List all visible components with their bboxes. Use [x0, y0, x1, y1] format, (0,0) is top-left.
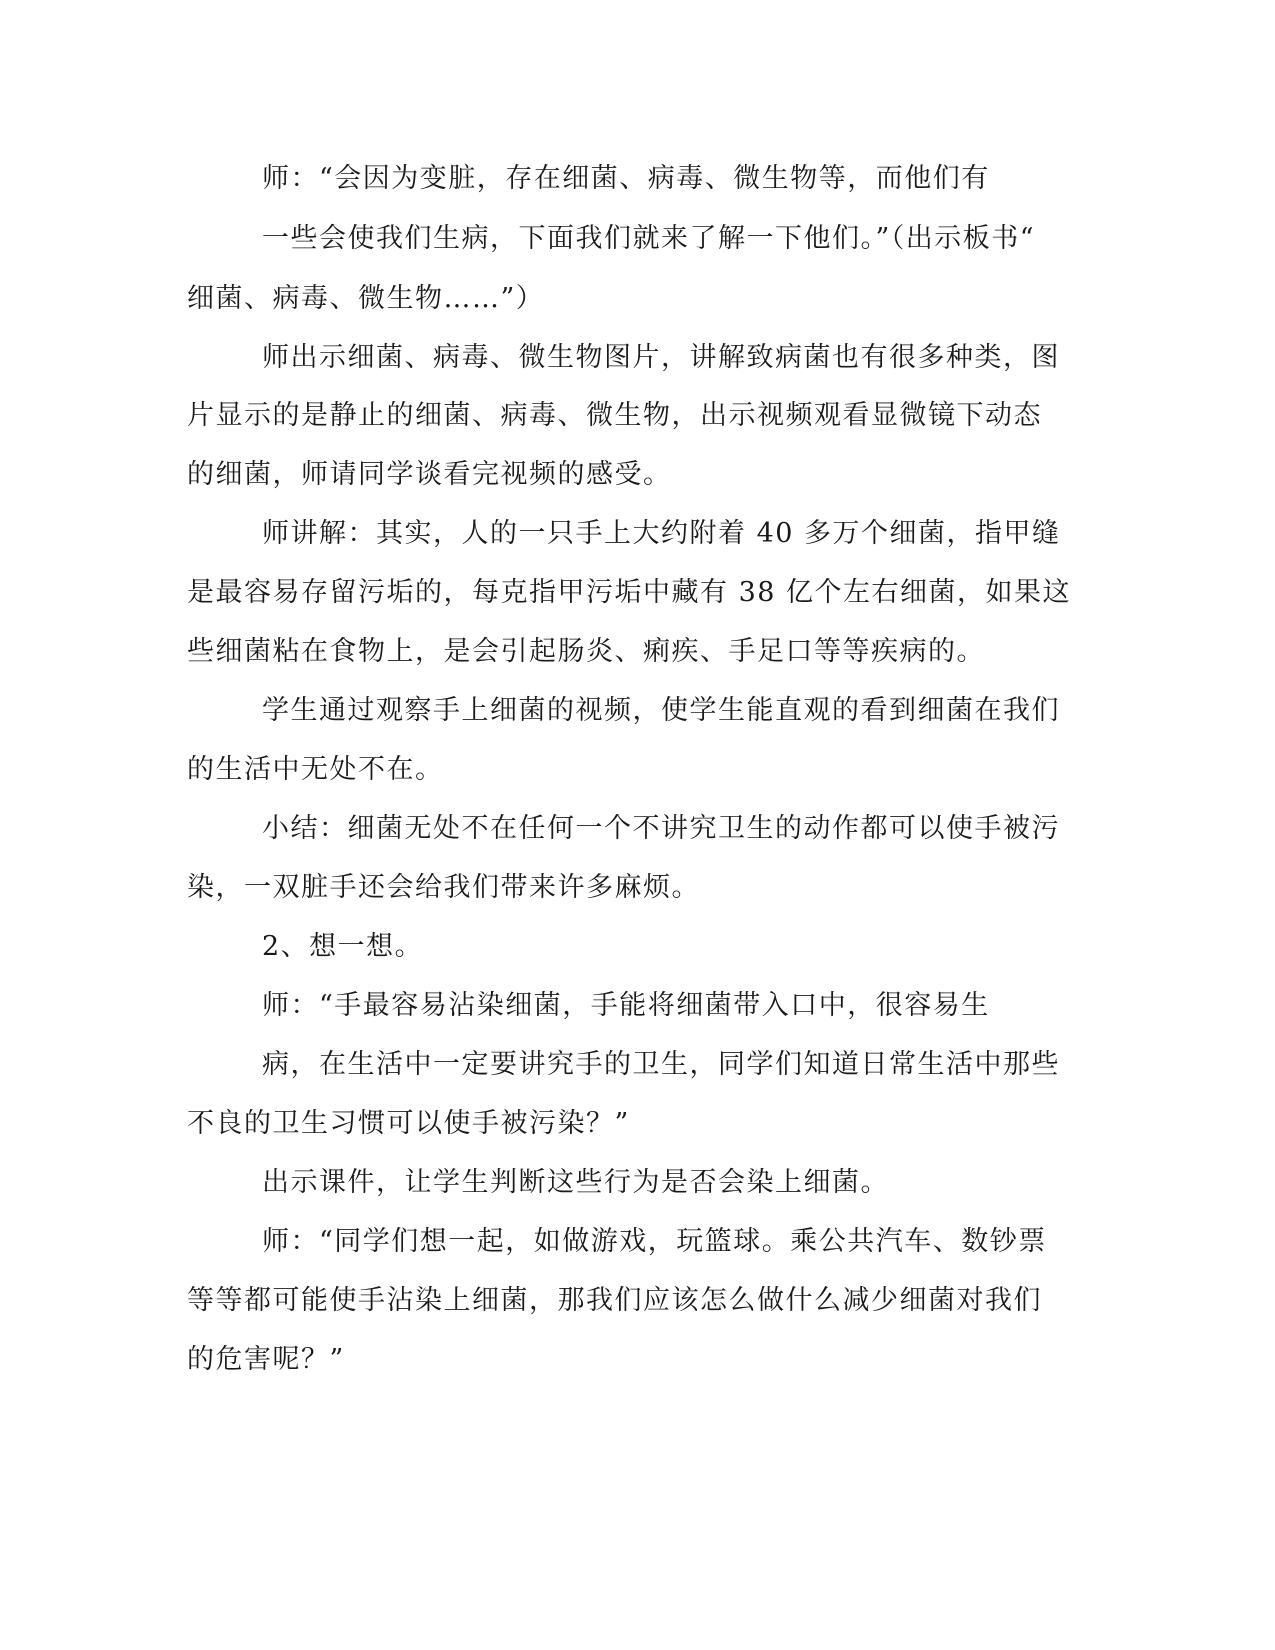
text-line: 是最容易存留污垢的，每克指甲污垢中藏有 38 亿个左右细菌，如果这 [187, 577, 1072, 608]
text-line: 不良的卫生习惯可以使手被污染？” [187, 1108, 630, 1139]
text-line: 些细菌粘在食物上，是会引起肠炎、痢疾、手足口等等疾病的。 [187, 636, 985, 667]
text-line: 细菌、病毒、微生物……”） [187, 283, 545, 314]
text-line: 等等都可能使手沾染上细菌，那我们应该怎么做什么减少细菌对我们 [187, 1285, 1042, 1316]
text-line: 师：“手最容易沾染细菌，手能将细菌带入口中，很容易生 [262, 990, 990, 1021]
text-line: 师：“同学们想一起，如做游戏，玩篮球。乘公共汽车、数钞票 [262, 1226, 1047, 1257]
text-line: 的生活中无处不在。 [187, 754, 444, 785]
text-line: 的细菌，师请同学谈看完视频的感受。 [187, 459, 672, 490]
text-line: 师：“会因为变脏，存在细菌、病毒、微生物等，而他们有 [262, 163, 990, 194]
text-line: 小结：细菌无处不在任何一个不讲究卫生的动作都可以使手被污 [262, 813, 1060, 844]
text-line: 病，在生活中一定要讲究手的卫生，同学们知道日常生活中那些 [262, 1049, 1060, 1080]
text-line: 师讲解：其实，人的一只手上大约附着 40 多万个细菌，指甲缝 [262, 518, 1061, 549]
text-line: 一些会使我们生病，下面我们就来了解一下他们。”（出示板书“ [262, 223, 1036, 254]
section-heading: 2、想一想。 [262, 931, 424, 962]
text-line: 染，一双脏手还会给我们带来许多麻烦。 [187, 872, 700, 903]
text-line: 师出示细菌、病毒、微生物图片，讲解致病菌也有很多种类，图 [262, 342, 1060, 373]
text-line: 片显示的是静止的细菌、病毒、微生物，出示视频观看显微镜下动态 [187, 400, 1042, 431]
text-line: 的危害呢？” [187, 1344, 345, 1375]
text-line: 出示课件，让学生判断这些行为是否会染上细菌。 [262, 1167, 889, 1198]
text-line: 学生通过观察手上细菌的视频，使学生能直观的看到细菌在我们 [262, 695, 1060, 726]
